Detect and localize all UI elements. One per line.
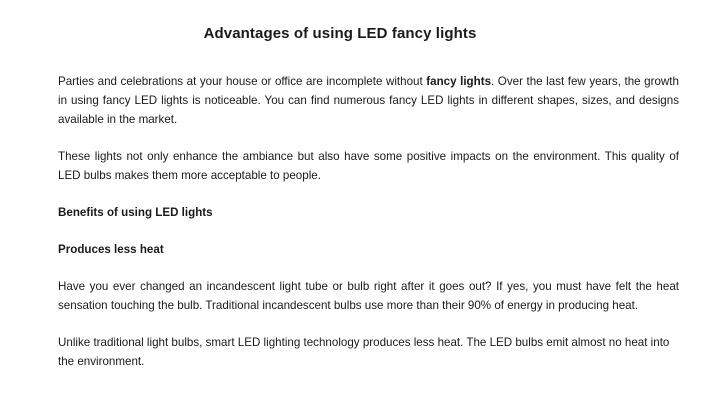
spacer [58, 259, 679, 277]
document-title: Advantages of using LED fancy lights [203, 25, 477, 42]
spacer [58, 185, 679, 203]
spacer [58, 222, 679, 240]
heading-benefits: Benefits of using LED lights [58, 206, 213, 219]
paragraph-environment: These lights not only enhance the ambiance but also have some positive impacts on the environment. This quality of LED bulbs makes them more acceptable to people. [58, 150, 679, 182]
paragraph-intro [58, 72, 679, 129]
spacer [58, 129, 679, 147]
paragraph-incandescent: Have you ever changed an incandescent light tube or bulb right after it goes out? If yes, you must have felt the heat sensation touching the bulb. Traditional incandescent bulbs use more than their 90% of energy in producing heat. [58, 280, 679, 312]
fancy-lights-emphasis: fancy lights [426, 75, 492, 88]
spacer [58, 315, 679, 333]
paragraph-intro-rest: . Over the last few years, the growth in using fancy LED lights is noticeable. You can find numerous fancy LED lights in different shapes, sizes, and designs available in the market. [58, 75, 679, 126]
heading-less-heat: Produces less heat [58, 243, 164, 256]
paragraph-intro-text: Parties and celebrations at your house or office are incomplete without [58, 75, 427, 88]
paragraph-led-heat: Unlike traditional light bulbs, smart LED lighting technology produces less heat. The LED bulbs emit almost no heat into the environment. [58, 336, 670, 368]
document-body [58, 72, 679, 371]
